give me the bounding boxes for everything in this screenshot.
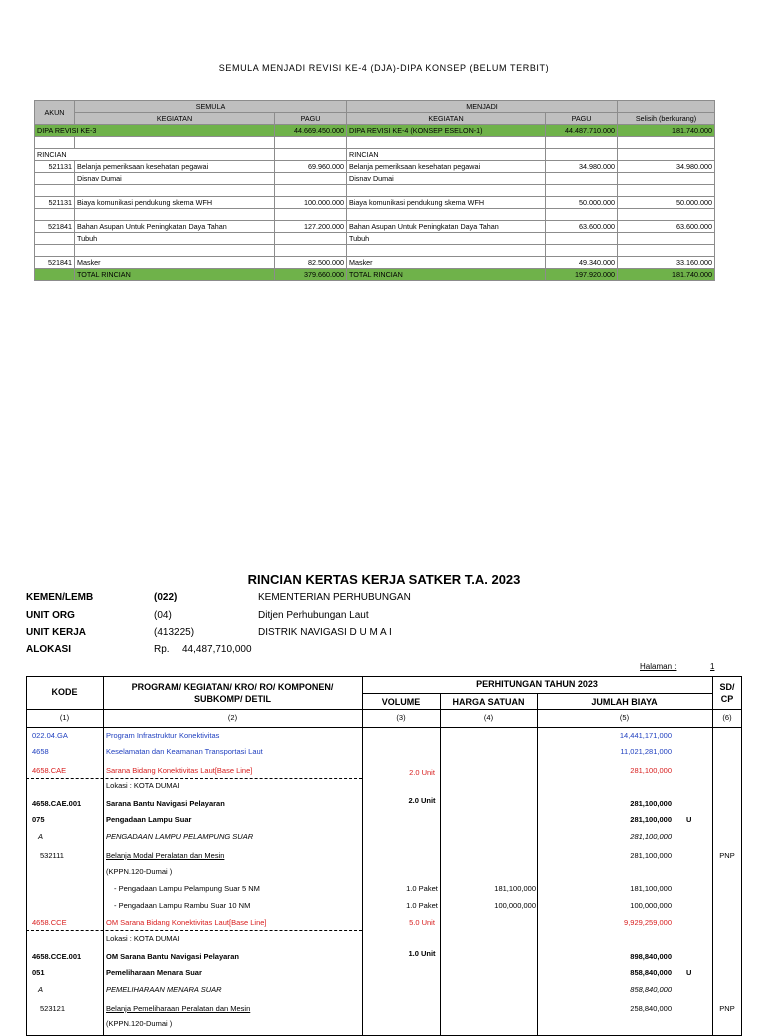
table-row bbox=[35, 257, 715, 269]
col-num-1: (1) bbox=[59, 713, 70, 722]
header-code: Rp. bbox=[154, 644, 170, 655]
dipa-semula-pagu: 44.669.450.000 bbox=[275, 125, 347, 137]
row-kode: 022.04.GA bbox=[32, 731, 68, 740]
row-harga: 181,100,000 bbox=[494, 884, 536, 893]
row-jumlah: 281,100,000 bbox=[630, 815, 672, 824]
selisih-value: 34.980.000 bbox=[618, 161, 715, 173]
halaman-value: 1 bbox=[710, 662, 715, 671]
menjadi-kegiatan-header: KEGIATAN bbox=[347, 113, 546, 125]
row-jumlah: 858,840,000 bbox=[630, 985, 672, 994]
row-desc: Pemeliharaan Menara Suar bbox=[106, 968, 202, 977]
header-label: UNIT ORG bbox=[26, 610, 75, 621]
row-kode: 4658.CCE.001 bbox=[32, 952, 82, 961]
row-volume: 1.0 Paket bbox=[406, 884, 438, 893]
semula-kegiatan: Bahan Asupan Untuk Peningkatan Daya Tahan bbox=[75, 221, 275, 233]
table-row bbox=[26, 815, 742, 831]
row-desc: Lokasi : KOTA DUMAI bbox=[106, 781, 180, 790]
selisih-value: 63.600.000 bbox=[618, 221, 715, 233]
akun-code: 521841 bbox=[35, 221, 75, 233]
semula-kegiatan: Biaya komunikasi pendukung skema WFH bbox=[75, 197, 275, 209]
menjadi-pagu: 34.980.000 bbox=[546, 161, 618, 173]
menjadi-pagu: 50.000.000 bbox=[546, 197, 618, 209]
row-jumlah: 281,100,000 bbox=[630, 799, 672, 808]
akun-header: AKUN bbox=[35, 101, 75, 125]
col-num-3: (3) bbox=[396, 713, 406, 722]
table-row bbox=[35, 161, 715, 173]
dipa-selisih: 181.740.000 bbox=[618, 125, 715, 137]
row-desc: PENGADAAN LAMPU PELAMPUNG SUAR bbox=[106, 832, 254, 841]
section-divider bbox=[26, 778, 362, 779]
akun-code: 521841 bbox=[35, 257, 75, 269]
row-desc: (KPPN.120-Dumai ) bbox=[106, 867, 173, 876]
total-selisih: 181.740.000 bbox=[618, 269, 715, 281]
row-jumlah: 11,021,281,000 bbox=[620, 747, 672, 756]
row-kode: 051 bbox=[32, 968, 45, 977]
row-desc: Keselamatan dan Keamanan Transportasi Laut bbox=[106, 747, 263, 756]
row-desc: PEMELIHARAAN MENARA SUAR bbox=[106, 985, 222, 994]
table-row bbox=[26, 1019, 742, 1035]
menjadi-header: MENJADI bbox=[347, 101, 618, 113]
row-desc: OM Sarana Bantu Navigasi Pelayaran bbox=[106, 952, 239, 961]
header-label: UNIT KERJA bbox=[26, 627, 87, 638]
col-program-line1: PROGRAM/ KEGIATAN/ KRO/ RO/ KOMPONEN/ bbox=[131, 682, 334, 692]
semula-pagu-header: PAGU bbox=[275, 113, 347, 125]
selisih-header: Selisih (berkurang) bbox=[618, 113, 715, 125]
col-jumlah: JUMLAH BIAYA bbox=[591, 697, 658, 707]
akun-code: 521131 bbox=[35, 197, 75, 209]
row-kode: 4658.CAE.001 bbox=[32, 799, 82, 808]
col-sdcp-line1: SD/ bbox=[719, 682, 735, 692]
table-row bbox=[26, 884, 742, 900]
section-divider bbox=[26, 930, 362, 931]
revision-table bbox=[34, 100, 715, 281]
row-desc: Belanja Pemeliharaan Peralatan dan Mesin bbox=[106, 1004, 251, 1013]
semula-kegiatan: Masker bbox=[75, 257, 275, 269]
row-desc: (KPPN.120-Dumai ) bbox=[106, 1019, 173, 1028]
semula-kegiatan-header: KEGIATAN bbox=[75, 113, 275, 125]
halaman-label: Halaman : bbox=[640, 662, 677, 671]
row-desc: Lokasi : KOTA DUMAI bbox=[106, 934, 180, 943]
menjadi-kegiatan: Belanja pemeriksaan kesehatan pegawai bbox=[347, 161, 546, 173]
header-value: Ditjen Perhubungan Laut bbox=[258, 610, 369, 621]
header-code: (022) bbox=[154, 592, 178, 603]
row-harga: 100,000,000 bbox=[494, 901, 536, 910]
row-jumlah: 281,100,000 bbox=[630, 832, 672, 841]
col-num-6: (6) bbox=[722, 713, 732, 722]
menjadi-kegiatan: Masker bbox=[347, 257, 546, 269]
row-desc: Pengadaan Lampu Suar bbox=[106, 815, 192, 824]
table-row bbox=[26, 731, 742, 747]
table-row bbox=[26, 766, 742, 782]
col-num-2: (2) bbox=[227, 713, 238, 722]
table-row bbox=[35, 221, 715, 233]
selisih-value: 33.160.000 bbox=[618, 257, 715, 269]
total-semula-label: TOTAL RINCIAN bbox=[75, 269, 275, 281]
row-kode: 4658.CCE bbox=[32, 918, 67, 927]
row-u: U bbox=[686, 968, 692, 977]
col-sdcp-line2: CP bbox=[720, 694, 734, 704]
table-row bbox=[26, 918, 742, 934]
col-kode: KODE bbox=[51, 687, 78, 697]
menjadi-kegiatan: Bahan Asupan Untuk Peningkatan Daya Tahan bbox=[347, 221, 546, 233]
table-row bbox=[26, 796, 742, 815]
row-volume: 1.0 Paket bbox=[406, 901, 438, 910]
header-code: (04) bbox=[154, 610, 172, 621]
row-kode: 523121 bbox=[40, 1004, 66, 1013]
table-row bbox=[26, 934, 742, 950]
selisih-header-blank bbox=[618, 101, 715, 113]
row-kode: 4658 bbox=[32, 747, 49, 756]
header-value: 44,487,710,000 bbox=[182, 644, 252, 655]
row-jumlah: 9,929,259,000 bbox=[624, 918, 672, 927]
table-row bbox=[26, 985, 742, 1001]
row-jumlah: 281,100,000 bbox=[630, 851, 672, 860]
row-desc: Sarana Bantu Navigasi Pelayaran bbox=[106, 799, 225, 808]
semula-pagu: 69.960.000 bbox=[275, 161, 347, 173]
rincian-label-semula: RINCIAN bbox=[35, 149, 275, 161]
menjadi-kegiatan-cont: Disnav Dumai bbox=[347, 173, 546, 185]
semula-pagu: 100.000.000 bbox=[275, 197, 347, 209]
col-num-5: (5) bbox=[619, 713, 630, 722]
rincian-label-menjadi: RINCIAN bbox=[347, 149, 546, 161]
col-harga: HARGA SATUAN bbox=[452, 697, 525, 707]
page-number bbox=[640, 662, 715, 671]
row-kode: 532111 bbox=[40, 851, 64, 860]
header-label: ALOKASI bbox=[26, 644, 71, 655]
dipa-menjadi-pagu: 44.487.710.000 bbox=[546, 125, 618, 137]
dipa-menjadi-label: DIPA REVISI KE-4 (KONSEP ESELON-1) bbox=[347, 125, 546, 137]
selisih-value: 50.000.000 bbox=[618, 197, 715, 209]
row-desc: Program Infrastruktur Konektivitas bbox=[106, 731, 220, 740]
table-row bbox=[26, 949, 742, 968]
row-jumlah: 281,100,000 bbox=[630, 766, 672, 775]
row-jumlah: 14,441,171,000 bbox=[619, 731, 672, 740]
row-u: U bbox=[686, 815, 692, 824]
col-volume: VOLUME bbox=[381, 697, 421, 707]
semula-kegiatan-cont: Disnav Dumai bbox=[75, 173, 275, 185]
table-row bbox=[26, 867, 742, 883]
menjadi-kegiatan-cont: Tubuh bbox=[347, 233, 546, 245]
total-menjadi-label: TOTAL RINCIAN bbox=[347, 269, 546, 281]
menjadi-pagu: 63.600.000 bbox=[546, 221, 618, 233]
dipa-row bbox=[35, 125, 715, 137]
revision-title: SEMULA MENJADI REVISI KE-4 (DJA)-DIPA KONSEP (BELUM TERBIT) bbox=[218, 63, 550, 73]
row-volume: 1.0 Unit bbox=[408, 949, 436, 958]
semula-pagu: 82.500.000 bbox=[275, 257, 347, 269]
row-volume: 2.0 Unit bbox=[409, 768, 435, 777]
col-num-4: (4) bbox=[483, 713, 494, 722]
table-row bbox=[26, 747, 742, 763]
dipa-semula-label: DIPA REVISI KE-3 bbox=[35, 125, 275, 137]
row-jumlah: 898,840,000 bbox=[630, 952, 672, 961]
rkks-title: RINCIAN KERTAS KERJA SATKER T.A. 2023 bbox=[247, 572, 521, 587]
row-kode: A bbox=[38, 832, 44, 841]
total-menjadi-pagu: 197.920.000 bbox=[546, 269, 618, 281]
semula-kegiatan: Belanja pemeriksaan kesehatan pegawai bbox=[75, 161, 275, 173]
total-semula-pagu: 379.660.000 bbox=[275, 269, 347, 281]
table-row bbox=[26, 781, 742, 797]
row-volume: 5.0 Unit bbox=[409, 918, 435, 927]
row-desc: Belanja Modal Peralatan dan Mesin bbox=[106, 851, 225, 860]
row-desc: OM Sarana Bidang Konektivitas Laut[Base Line] bbox=[106, 918, 267, 927]
akun-code: 521131 bbox=[35, 161, 75, 173]
table-row bbox=[26, 832, 742, 848]
row-kode: A bbox=[38, 985, 44, 994]
row-desc: - Pengadaan Lampu Rambu Suar 10 NM bbox=[114, 901, 251, 910]
row-kode: 4658.CAE bbox=[32, 766, 67, 775]
table-row bbox=[26, 851, 742, 867]
menjadi-pagu: 49.340.000 bbox=[546, 257, 618, 269]
table-row bbox=[35, 197, 715, 209]
row-desc: Sarana Bidang Konektivitas Laut[Base Line] bbox=[106, 766, 253, 775]
col-program-line2: SUBKOMP/ DETIL bbox=[193, 694, 271, 704]
header-value: DISTRIK NAVIGASI D U M A I bbox=[258, 627, 392, 638]
row-sdcp: PNP bbox=[719, 1004, 735, 1013]
table-row bbox=[26, 901, 742, 917]
total-row bbox=[35, 269, 715, 281]
header-code: (413225) bbox=[154, 627, 195, 638]
table-row bbox=[26, 1004, 742, 1020]
semula-kegiatan-cont: Tubuh bbox=[75, 233, 275, 245]
menjadi-kegiatan: Biaya komunikasi pendukung skema WFH bbox=[347, 197, 546, 209]
row-desc: - Pengadaan Lampu Pelampung Suar 5 NM bbox=[114, 884, 260, 893]
table-row bbox=[26, 968, 742, 984]
header-label: KEMEN/LEMB bbox=[26, 592, 94, 603]
row-jumlah: 181,100,000 bbox=[630, 884, 672, 893]
row-jumlah: 858,840,000 bbox=[630, 968, 672, 977]
row-sdcp: PNP bbox=[719, 851, 735, 860]
row-jumlah: 258,840,000 bbox=[630, 1004, 672, 1013]
semula-header: SEMULA bbox=[75, 101, 347, 113]
col-perhitungan: PERHITUNGAN TAHUN 2023 bbox=[476, 679, 598, 689]
header-value: KEMENTERIAN PERHUBUNGAN bbox=[258, 592, 411, 603]
row-jumlah: 100,000,000 bbox=[630, 901, 672, 910]
row-volume: 2.0 Unit bbox=[408, 796, 436, 805]
row-kode: 075 bbox=[32, 815, 45, 824]
semula-pagu: 127.200.000 bbox=[275, 221, 347, 233]
menjadi-pagu-header: PAGU bbox=[546, 113, 618, 125]
